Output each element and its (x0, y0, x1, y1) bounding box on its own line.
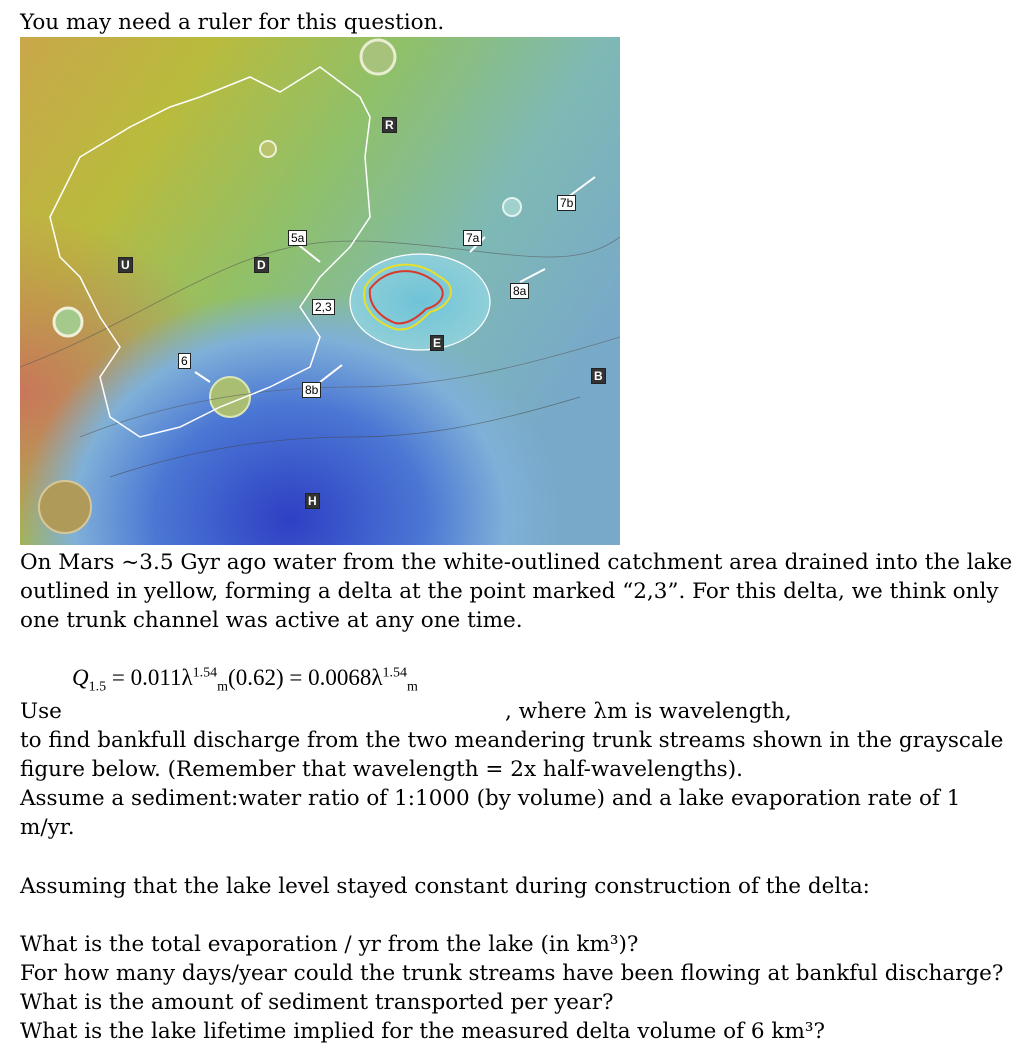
eq-part-1: = 0.011λ (106, 665, 193, 690)
label-7a: 7a (463, 230, 482, 246)
paragraph-1-line-2: outlined in yellow, forming a delta at the point marked “2,3”. For this delta, we think only (20, 579, 999, 604)
label-b: B (591, 368, 606, 384)
paragraph-2-line-4: m/yr. (20, 815, 75, 840)
paragraph-2-line-3: Assume a sediment:water ratio of 1:1000 (by volume) and a lake evaporation rate of 1 (20, 786, 961, 811)
label-u: U (118, 257, 133, 273)
question-3: What is the amount of sediment transported per year? (20, 990, 614, 1015)
label-8a: 8a (510, 283, 529, 299)
question-4: What is the lake lifetime implied for the measured delta volume of 6 km³? (20, 1019, 825, 1044)
label-7b: 7b (557, 195, 576, 211)
label-6: 6 (178, 353, 191, 369)
use-word: Use (20, 699, 62, 724)
label-h: H (305, 493, 320, 509)
label-5a: 5a (288, 230, 307, 246)
question-1: What is the total evaporation / yr from the lake (in km³)? (20, 932, 639, 957)
eq-q-sub: 1.5 (88, 679, 107, 695)
eq-part-2: (0.62) = 0.0068λ (228, 665, 383, 690)
label-2-3: 2,3 (312, 299, 335, 315)
mars-topographic-map (20, 37, 620, 545)
question-2: For how many days/year could the trunk streams have been flowing at bankful discharge? (20, 961, 1004, 986)
use-tail: , where λm is wavelength, (505, 699, 792, 724)
label-d: D (254, 257, 269, 273)
eq-q: Q (72, 665, 89, 690)
eq-exp-1: 1.54 (192, 665, 218, 681)
assumption-text: Assuming that the lake level stayed constant during construction of the delta: (20, 874, 870, 899)
label-r: R (382, 117, 397, 133)
eq-sub-1: m (217, 679, 229, 695)
paragraph-2-line-2: figure below. (Remember that wavelength = 2x half-wavelengths). (20, 757, 743, 782)
label-e: E (430, 335, 444, 351)
paragraph-2-line-1: to find bankfull discharge from the two meandering trunk streams shown in the grayscale (20, 728, 1004, 753)
label-8b: 8b (302, 382, 321, 398)
eq-sub-2: m (407, 679, 418, 695)
paragraph-1-line-3: one trunk channel was active at any one time. (20, 608, 523, 633)
discharge-equation (72, 665, 418, 696)
intro-text: You may need a ruler for this question. (20, 10, 445, 35)
eq-exp-2: 1.54 (382, 665, 407, 681)
paragraph-1-line-1: On Mars ~3.5 Gyr ago water from the white-outlined catchment area drained into the lake (20, 550, 1013, 575)
